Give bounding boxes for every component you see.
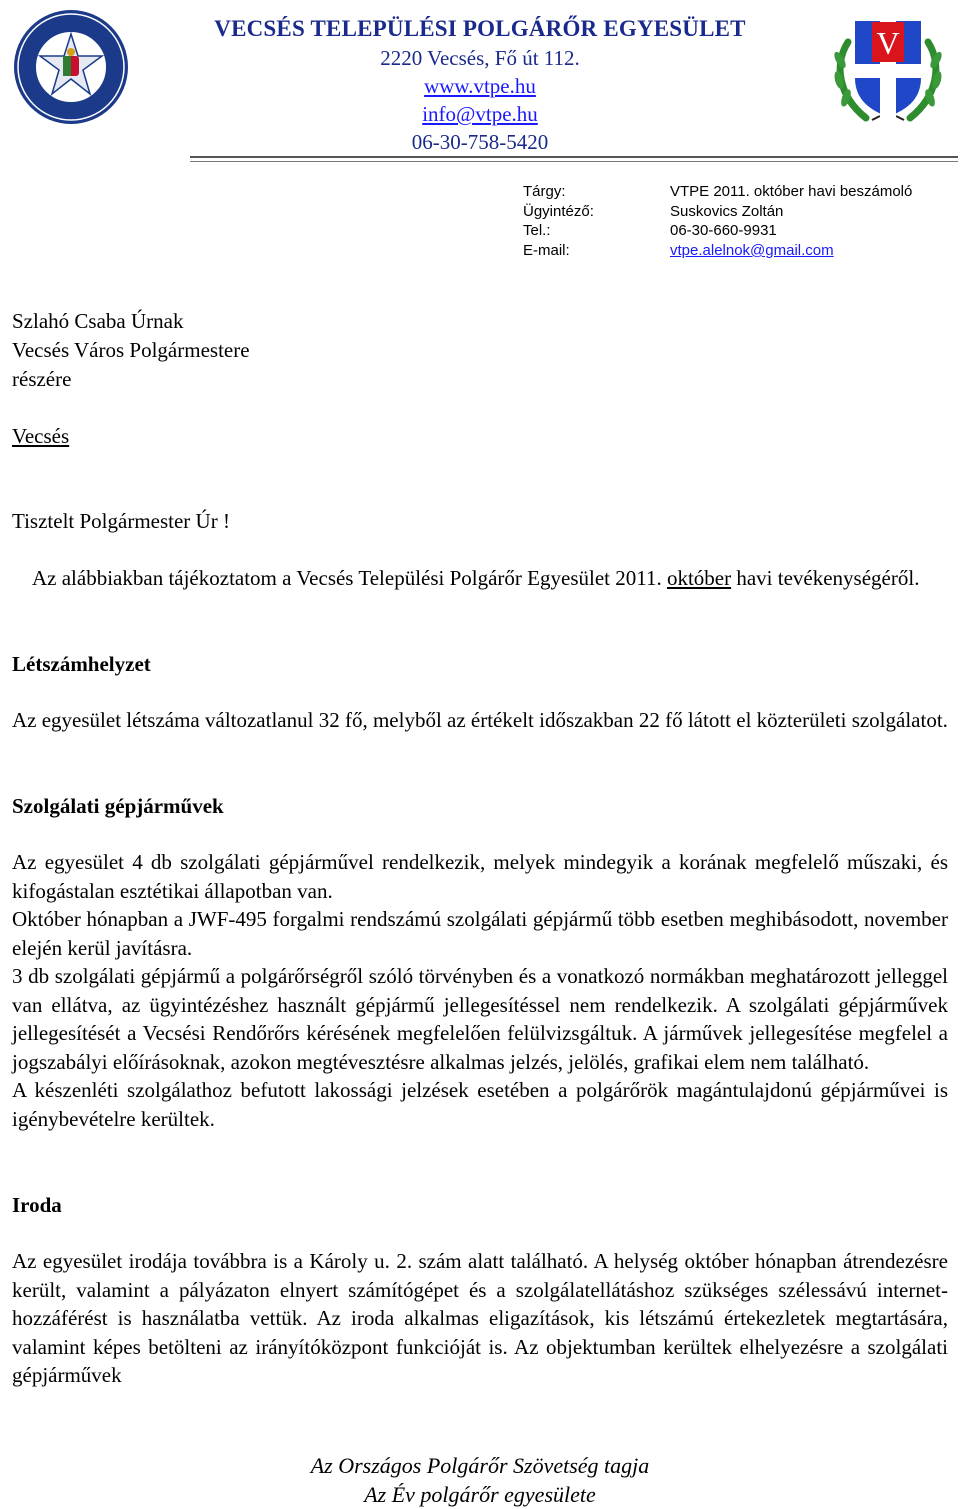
handler-email-link[interactable]: vtpe.alelnok@gmail.com bbox=[670, 242, 834, 259]
organization-name: VECSÉS TELEPÜLÉSI POLGÁRŐR EGYESÜLET bbox=[214, 16, 746, 41]
vehicles-paragraph-4: A készenléti szolgálathoz befutott lakossági jelzések esetében a polgárőrök magántulajdonú gépjárművei is igénybevételre kerültek. bbox=[12, 1078, 948, 1131]
recipient-name: Szlahó Csaba Úrnak bbox=[12, 309, 184, 333]
handler-value: Suskovics Zoltán bbox=[670, 203, 784, 220]
handler-label: Ügyintéző: bbox=[523, 203, 594, 220]
coat-of-arms-letter: V bbox=[876, 25, 900, 61]
vehicles-heading: Szolgálati gépjárművek bbox=[12, 794, 224, 818]
city-coat-of-arms-logo bbox=[826, 14, 950, 132]
greeting: Tisztelt Polgármester Úr ! bbox=[12, 509, 230, 533]
organization-address: 2220 Vecsés, Fő út 112. bbox=[380, 46, 580, 70]
tel-value: 06-30-660-9931 bbox=[670, 222, 777, 239]
footer bbox=[0, 1451, 960, 1509]
footer-membership: Az Országos Polgárőr Szövetség tagja bbox=[310, 1453, 650, 1478]
tel-label: Tel.: bbox=[523, 222, 551, 239]
header-divider bbox=[190, 156, 958, 158]
intro-text-end: havi tevékenységéről. bbox=[731, 566, 920, 590]
email-label: E-mail: bbox=[523, 242, 570, 259]
association-seal-logo bbox=[12, 8, 130, 126]
vehicles-paragraph-1: Az egyesület 4 db szolgálati gépjárművel rendelkezik, melyek mindegyik a korának megfelelő műszaki, és kifogástalan esztétikai állapotban van. bbox=[12, 850, 948, 903]
vehicles-paragraph-3: 3 db szolgálati gépjármű a polgárőrségről szóló törvényben és a vonatkozó normákban meghatározott jelleggel van ellátva, az ügyintézéshez használt gépjármű jellegesítéssel nem rendelkezik. A szolgálati gépjárművek jellegesítését a Vecsési Rendőrőrs kérésének megfelelően felülvizsgáltuk. A járművek jellegesítése megfelel a jogszabályi előírásoknak, azokon megtévesztésre alkalmas jelzés, jelölés, grafikai elem nem található. bbox=[12, 964, 948, 1074]
vehicles-paragraph-2: Október hónapban a JWF-495 forgalmi rendszámú szolgálati gépjármű több esetben meghibásodott, november elején kerül javításra. bbox=[12, 907, 948, 960]
staffing-heading: Létszámhelyzet bbox=[12, 652, 151, 676]
organization-phone: 06-30-758-5420 bbox=[411, 130, 549, 154]
email-link[interactable]: info@vtpe.hu bbox=[422, 102, 538, 126]
intro-paragraph bbox=[12, 564, 948, 593]
subject-label: Tárgy: bbox=[523, 183, 566, 200]
recipient-for: részére bbox=[12, 367, 72, 391]
staffing-paragraph: Az egyesület létszáma változatlanul 32 fő, melyből az értékelt időszakban 22 fő látott el közterületi szolgálatot. bbox=[12, 708, 948, 732]
office-heading: Iroda bbox=[12, 1193, 62, 1217]
website-link[interactable]: www.vtpe.hu bbox=[424, 74, 536, 98]
recipient-title: Vecsés Város Polgármestere bbox=[12, 338, 250, 362]
office-paragraph: Az egyesület irodája továbbra is a Károly u. 2. szám alatt található. A helység október hónapban átrendezésre került, valamint a pályázaton elnyert számítógépet és a szolgálatellátáshoz szükséges szélessávú internet-hozzáférést is használatba vettük. Az iroda alkalmas eligazítások, kis létszámú értekezletek megtartására, valamint képes betölteni az irányítóközpont funkcióját is. Az objektumban kerültek elhelyezésre a szolgálati gépjárművek bbox=[12, 1249, 948, 1387]
intro-text-start: Az alábbiakban tájékoztatom a Vecsés Települési Polgárőr Egyesület 2011. bbox=[32, 566, 667, 590]
header-divider-thin bbox=[190, 161, 958, 162]
subject-value: VTPE 2011. október havi beszámoló bbox=[670, 183, 913, 200]
intro-month: október bbox=[666, 566, 732, 590]
footer-award: Az Év polgárőr egyesülete bbox=[364, 1482, 596, 1507]
vehicles-section bbox=[12, 848, 948, 1133]
recipient-city: Vecsés bbox=[12, 424, 70, 448]
